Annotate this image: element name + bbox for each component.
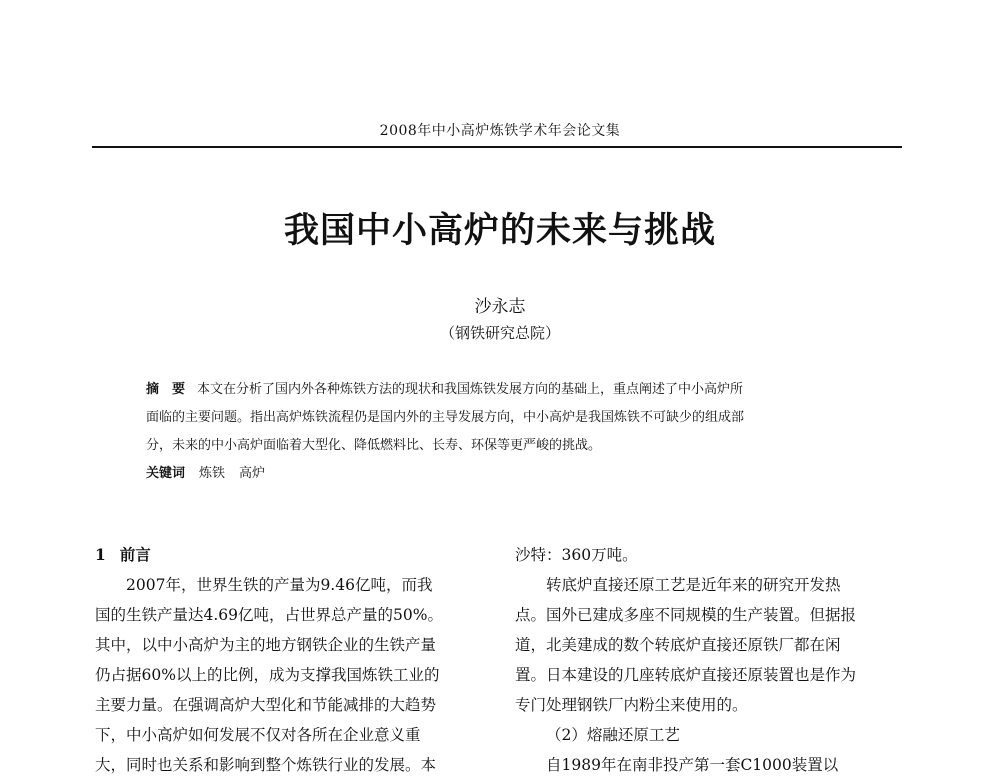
body-line: 大，同时也关系和影响到整个炼铁行业的发展。本	[95, 756, 437, 774]
body-line: 主要力量。在强调高炉大型化和节能减排的大趋势	[95, 696, 437, 714]
body-line: 其中，以中小高炉为主的地方钢铁企业的生铁产量	[95, 636, 437, 654]
section-number: 1	[95, 545, 106, 564]
body-line: 点。国外已建成多座不同规模的生产装置。但据报	[515, 606, 857, 624]
body-line: 2007年，世界生铁的产量为9.46亿吨，而我	[126, 576, 433, 594]
keyword: 炼铁	[199, 466, 226, 481]
subsection-heading: （2）熔融还原工艺	[546, 726, 680, 744]
body-line: 自1989年在南非投产第一套C1000装置以	[546, 756, 839, 774]
body-line: 置。日本建设的几座转底炉直接还原装置也是作为	[515, 666, 857, 684]
keywords-label: 关键词	[146, 466, 186, 481]
body-line: 转底炉直接还原工艺是近年来的研究开发热	[546, 576, 841, 594]
body-line: 仍占据60%以上的比例，成为支撑我国炼铁工业的	[95, 666, 440, 684]
left-column	[95, 540, 487, 780]
abstract-label: 摘 要	[146, 382, 186, 397]
section-title: 前言	[119, 545, 151, 564]
abstract-line	[146, 376, 866, 404]
body-line: 道，北美建成的数个转底炉直接还原铁厂都在闲	[515, 636, 841, 654]
author-affiliation: （钢铁研究总院）	[439, 324, 560, 342]
running-head: 2008年中小高炉炼铁学术年会论文集	[379, 123, 621, 139]
body-line: 下，中小高炉如何发展不仅对各所在企业意义重	[95, 726, 421, 744]
keywords-line	[146, 460, 866, 488]
body-line: 国的生铁产量达4.69亿吨，占世界总产量的50%。	[95, 606, 443, 624]
body-line: 沙特：360万吨。	[515, 546, 638, 564]
header-rule	[92, 146, 902, 148]
keyword: 高炉	[239, 466, 266, 481]
right-column	[515, 540, 907, 780]
abstract-block	[146, 376, 866, 488]
abstract-line: 分，未来的中小高炉面临着大型化、降低燃料比、长寿、环保等更严峻的挑战。	[146, 438, 602, 453]
author-name: 沙永志	[474, 297, 526, 317]
section-heading	[95, 540, 487, 570]
body-line: 专门处理钢铁厂内粉尘来使用的。	[515, 696, 748, 714]
paper-title: 我国中小高炉的未来与挑战	[283, 210, 716, 251]
abstract-line: 面临的主要问题。指出高炉炼铁流程仍是国内外的主导发展方向，中小高炉是我国炼铁不可缺少的组成部	[146, 410, 745, 425]
abstract-text: 本文在分析了国内外各种炼铁方法的现状和我国炼铁发展方向的基础上，重点阐述了中小高炉所	[197, 382, 744, 397]
